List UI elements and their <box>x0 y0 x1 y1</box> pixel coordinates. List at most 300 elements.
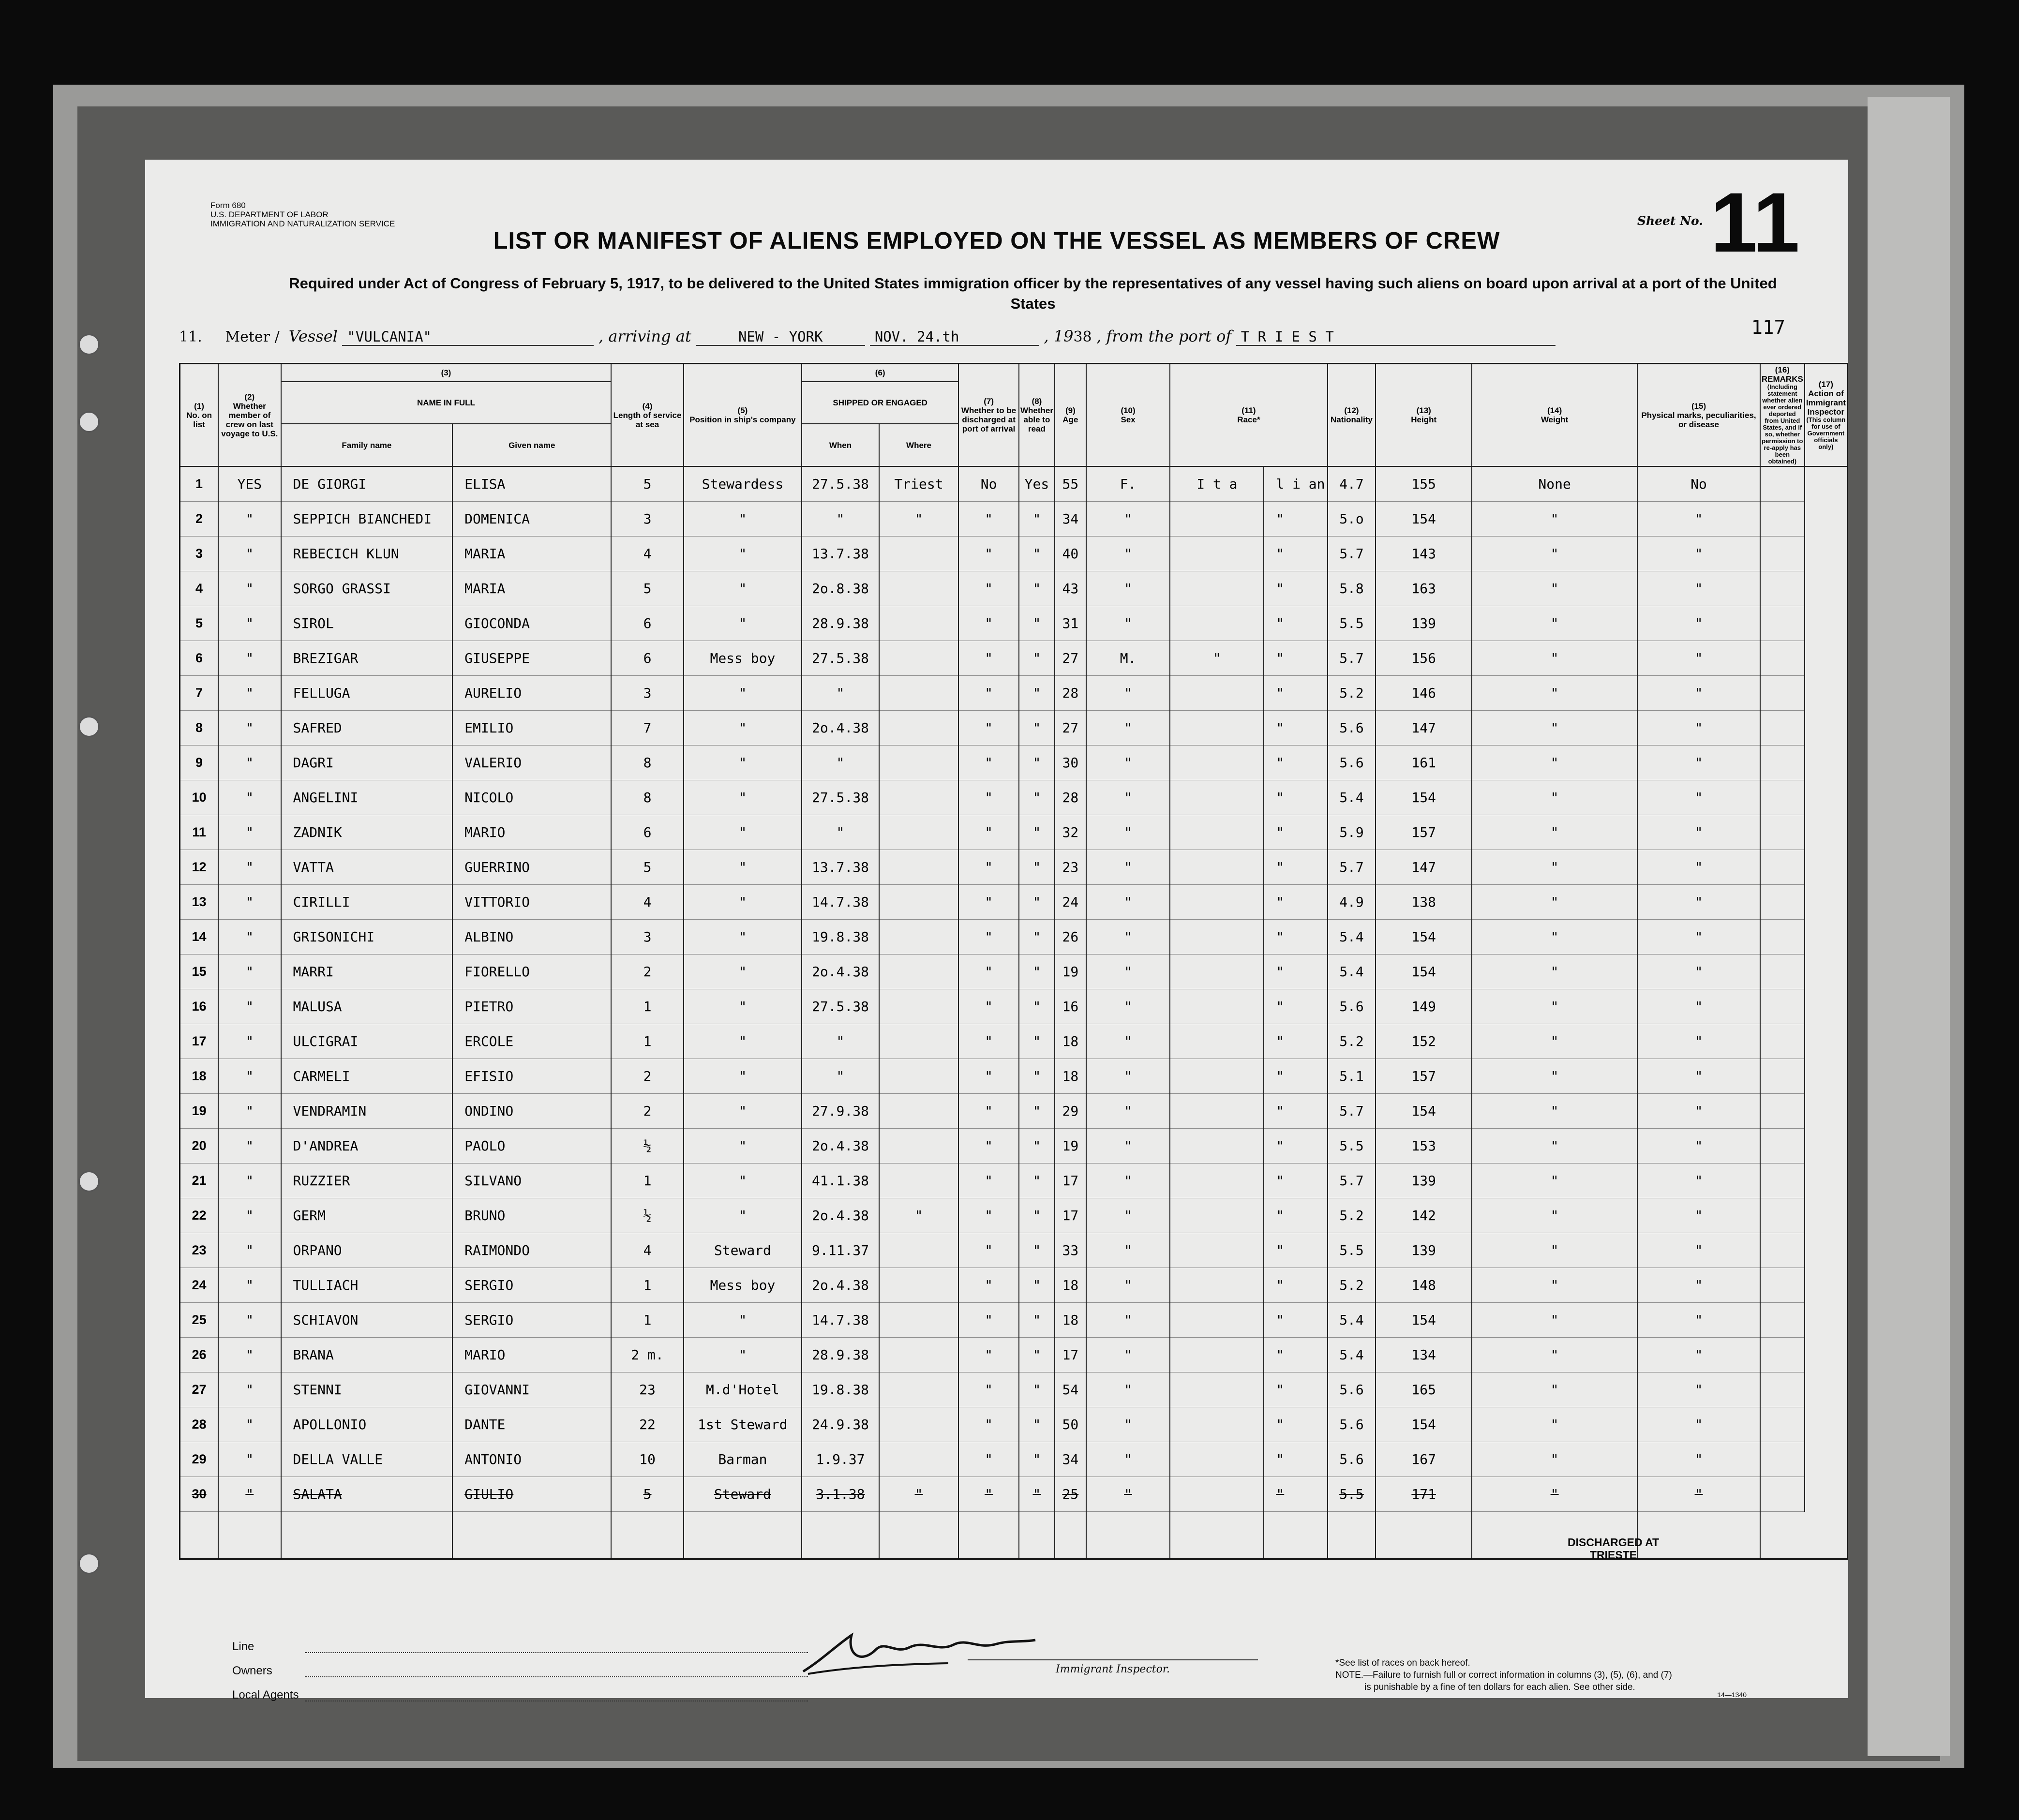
physical-marks-cell: " <box>1472 1407 1637 1442</box>
header-no: (1) No. on list <box>180 364 219 467</box>
shipped-when-cell: " <box>802 746 879 780</box>
header-name-in-full: NAME IN FULL <box>281 382 612 424</box>
sex-cell: " <box>1086 676 1170 711</box>
table-row <box>180 711 1848 746</box>
physical-marks-cell: " <box>1472 711 1637 746</box>
age-cell: 43 <box>1055 571 1086 606</box>
age-cell: 28 <box>1055 780 1086 815</box>
sex-cell: " <box>1086 1129 1170 1164</box>
nationality-cell: " <box>1264 711 1327 746</box>
age-cell: 26 <box>1055 920 1086 955</box>
discharged-cell: " <box>958 955 1019 989</box>
row-number: 1 <box>180 466 219 502</box>
height-cell: 5.1 <box>1328 1059 1376 1094</box>
remarks-cell: " <box>1637 780 1760 815</box>
last-voyage-cell: " <box>218 1164 281 1198</box>
given-name-cell: AURELIO <box>452 676 611 711</box>
physical-marks-cell: " <box>1472 1268 1637 1303</box>
row-number: 10 <box>180 780 219 815</box>
service-cell: 10 <box>611 1442 683 1477</box>
inspector-action-cell <box>1760 676 1805 711</box>
header-age: (9) Age <box>1055 364 1086 467</box>
nationality-cell: " <box>1264 815 1327 850</box>
discharged-cell: " <box>958 1164 1019 1198</box>
race-cell <box>1170 1198 1264 1233</box>
shipped-where-cell <box>879 1233 958 1268</box>
sex-cell: " <box>1086 850 1170 885</box>
table-row <box>180 1372 1848 1407</box>
height-cell: 5.4 <box>1328 920 1376 955</box>
inspector-action-cell <box>1760 1338 1805 1372</box>
discharged-cell: " <box>958 1372 1019 1407</box>
inspector-action-cell <box>1760 780 1805 815</box>
race-cell <box>1170 746 1264 780</box>
last-voyage-cell: " <box>218 1094 281 1129</box>
last-voyage-cell: " <box>218 1059 281 1094</box>
corner-number: 117 <box>1751 317 1785 339</box>
service-cell: 1 <box>611 1303 683 1338</box>
sex-cell: " <box>1086 1233 1170 1268</box>
table-row <box>180 1164 1848 1198</box>
table-row <box>180 746 1848 780</box>
shipped-where-cell <box>879 1442 958 1477</box>
race-cell <box>1170 989 1264 1024</box>
height-cell: 5.2 <box>1328 1024 1376 1059</box>
row-number: 14 <box>180 920 219 955</box>
header-position: (5) Position in ship's company <box>684 364 802 467</box>
discharged-cell: " <box>958 676 1019 711</box>
table-row <box>180 815 1848 850</box>
last-voyage-cell: " <box>218 850 281 885</box>
race-cell <box>1170 1233 1264 1268</box>
discharged-cell: " <box>958 780 1019 815</box>
family-name-cell: VATTA <box>281 850 453 885</box>
discharged-cell: " <box>958 1233 1019 1268</box>
physical-marks-cell: " <box>1472 815 1637 850</box>
shipped-when-cell: 2o.4.38 <box>802 711 879 746</box>
shipped-when-cell: " <box>802 815 879 850</box>
sex-cell: " <box>1086 606 1170 641</box>
age-cell: 23 <box>1055 850 1086 885</box>
race-cell <box>1170 1372 1264 1407</box>
discharged-cell: " <box>958 1129 1019 1164</box>
form-header-block <box>210 201 395 228</box>
local-agents-label: Local Agents <box>232 1688 299 1701</box>
remarks-cell: " <box>1637 1024 1760 1059</box>
given-name-cell: EMILIO <box>452 711 611 746</box>
discharged-cell: " <box>958 571 1019 606</box>
row-number: 23 <box>180 1233 219 1268</box>
last-voyage-cell: " <box>218 1268 281 1303</box>
remarks-cell: " <box>1637 1233 1760 1268</box>
shipped-where-cell <box>879 711 958 746</box>
inspector-action-cell <box>1760 1198 1805 1233</box>
shipped-where-cell <box>879 1372 958 1407</box>
service-cell: 5 <box>611 571 683 606</box>
age-cell: 24 <box>1055 885 1086 920</box>
shipped-where-cell: " <box>879 1477 958 1512</box>
shipped-when-cell: 2o.4.38 <box>802 1129 879 1164</box>
height-cell: 5.6 <box>1328 1407 1376 1442</box>
position-cell: 1st Steward <box>684 1407 802 1442</box>
discharged-cell: No <box>958 466 1019 502</box>
height-cell: 5.5 <box>1328 1129 1376 1164</box>
weight-cell: 154 <box>1376 780 1472 815</box>
service-cell: 5 <box>611 850 683 885</box>
sex-cell: " <box>1086 920 1170 955</box>
punch-hole <box>78 716 100 737</box>
last-voyage-cell: " <box>218 1477 281 1512</box>
shipped-where-cell <box>879 606 958 641</box>
position-cell: " <box>684 955 802 989</box>
weight-cell: 165 <box>1376 1372 1472 1407</box>
row-number: 8 <box>180 711 219 746</box>
race-cell <box>1170 1477 1264 1512</box>
row-number: 16 <box>180 989 219 1024</box>
weight-cell: 142 <box>1376 1198 1472 1233</box>
shipped-where-cell <box>879 885 958 920</box>
last-voyage-cell: " <box>218 676 281 711</box>
height-cell: 5.4 <box>1328 955 1376 989</box>
header-read: (8) Whether able to read <box>1019 364 1055 467</box>
inspector-action-cell <box>1760 989 1805 1024</box>
position-cell: " <box>684 780 802 815</box>
weight-cell: 171 <box>1376 1477 1472 1512</box>
nationality-cell: " <box>1264 571 1327 606</box>
height-cell: 5.7 <box>1328 641 1376 676</box>
sex-cell: " <box>1086 815 1170 850</box>
physical-marks-cell: " <box>1472 920 1637 955</box>
crew-manifest-table <box>179 363 1848 1560</box>
physical-marks-cell: None <box>1472 466 1637 502</box>
family-name-cell: CIRILLI <box>281 885 453 920</box>
shipped-where-cell <box>879 1024 958 1059</box>
read-cell: " <box>1019 1198 1055 1233</box>
position-cell: " <box>684 1129 802 1164</box>
given-name-cell: MARIO <box>452 815 611 850</box>
header-when: When <box>802 424 879 466</box>
shipped-when-cell: 1.9.37 <box>802 1442 879 1477</box>
read-cell: Yes <box>1019 466 1055 502</box>
header-shipped-num: (6) <box>802 364 958 382</box>
row-number: 2 <box>180 502 219 537</box>
inspector-action-cell <box>1760 1268 1805 1303</box>
inspector-action-cell <box>1760 1164 1805 1198</box>
last-voyage-cell: YES <box>218 466 281 502</box>
position-cell: " <box>684 1164 802 1198</box>
inspector-action-cell <box>1760 1372 1805 1407</box>
family-name-cell: STENNI <box>281 1372 453 1407</box>
weight-cell: 153 <box>1376 1129 1472 1164</box>
family-name-cell: BRANA <box>281 1338 453 1372</box>
row-number: 26 <box>180 1338 219 1372</box>
weight-cell: 163 <box>1376 571 1472 606</box>
discharged-cell: " <box>958 920 1019 955</box>
service-cell: 8 <box>611 746 683 780</box>
weight-cell: 148 <box>1376 1268 1472 1303</box>
service-cell: 2 <box>611 1059 683 1094</box>
height-cell: 5.8 <box>1328 571 1376 606</box>
family-name-cell: DE GIORGI <box>281 466 453 502</box>
service-cell: ½ <box>611 1198 683 1233</box>
row-number: 9 <box>180 746 219 780</box>
remarks-cell: " <box>1637 920 1760 955</box>
table-row <box>180 850 1848 885</box>
physical-marks-cell: " <box>1472 989 1637 1024</box>
last-voyage-cell: " <box>218 1024 281 1059</box>
age-cell: 18 <box>1055 1024 1086 1059</box>
row-number: 22 <box>180 1198 219 1233</box>
weight-cell: 161 <box>1376 746 1472 780</box>
family-name-cell: SCHIAVON <box>281 1303 453 1338</box>
service-cell: 2 <box>611 1094 683 1129</box>
nationality-cell: " <box>1264 1338 1327 1372</box>
read-cell: " <box>1019 1129 1055 1164</box>
punch-hole <box>78 1553 100 1574</box>
table-row <box>180 1094 1848 1129</box>
position-cell: " <box>684 711 802 746</box>
shipped-where-cell <box>879 780 958 815</box>
family-name-cell: MALUSA <box>281 989 453 1024</box>
row-number: 7 <box>180 676 219 711</box>
nationality-cell: " <box>1264 1407 1327 1442</box>
nationality-cell: " <box>1264 746 1327 780</box>
discharged-stamp: DISCHARGED AT TRIESTE <box>1568 1536 1660 1561</box>
physical-marks-cell: " <box>1472 641 1637 676</box>
weight-cell: 167 <box>1376 1442 1472 1477</box>
age-cell: 30 <box>1055 746 1086 780</box>
age-cell: 17 <box>1055 1164 1086 1198</box>
sex-cell: " <box>1086 1094 1170 1129</box>
height-cell: 5.5 <box>1328 1477 1376 1512</box>
height-cell: 5.9 <box>1328 815 1376 850</box>
shipped-when-cell: 13.7.38 <box>802 850 879 885</box>
read-cell: " <box>1019 850 1055 885</box>
read-cell: " <box>1019 1094 1055 1129</box>
race-cell <box>1170 850 1264 885</box>
weight-cell: 154 <box>1376 1407 1472 1442</box>
shipped-when-cell: " <box>802 502 879 537</box>
age-cell: 17 <box>1055 1198 1086 1233</box>
shipped-when-cell: 27.5.38 <box>802 989 879 1024</box>
page-subtitle: Required under Act of Congress of February 5, 1917, to be delivered to the United States immigration officer by the representatives of any vessel having such aliens on board upon arrival at a port of the United States <box>289 275 1777 312</box>
height-cell: 5.4 <box>1328 780 1376 815</box>
position-cell: Mess boy <box>684 1268 802 1303</box>
position-cell: " <box>684 537 802 571</box>
race-cell <box>1170 815 1264 850</box>
table-row <box>180 466 1848 502</box>
given-name-cell: MARIA <box>452 571 611 606</box>
weight-cell: 134 <box>1376 1338 1472 1372</box>
header-where: Where <box>879 424 958 466</box>
nationality-cell: " <box>1264 920 1327 955</box>
table-row <box>180 1129 1848 1164</box>
family-name-cell: SALATA <box>281 1477 453 1512</box>
inspector-action-cell <box>1760 850 1805 885</box>
from-port: T R I E S T <box>1236 328 1555 346</box>
inspector-action-cell <box>1760 1129 1805 1164</box>
remarks-cell: " <box>1637 1372 1760 1407</box>
service-cell: 6 <box>611 641 683 676</box>
header-action: (17) Action of Immigrant Inspector (This column for use of Government officials only) <box>1805 364 1848 467</box>
nationality-cell: " <box>1264 537 1327 571</box>
nationality-cell: " <box>1264 1442 1327 1477</box>
given-name-cell: DOMENICA <box>452 502 611 537</box>
sex-cell: M. <box>1086 641 1170 676</box>
physical-marks-cell: " <box>1472 676 1637 711</box>
remarks-cell: " <box>1637 641 1760 676</box>
physical-marks-cell: " <box>1472 1129 1637 1164</box>
remarks-cell: " <box>1637 502 1760 537</box>
shipped-where-cell: " <box>879 1198 958 1233</box>
inspector-action-cell <box>1760 571 1805 606</box>
family-name-cell: ULCIGRAI <box>281 1024 453 1059</box>
last-voyage-cell: " <box>218 1198 281 1233</box>
shipped-when-cell: 27.9.38 <box>802 1094 879 1129</box>
shipped-when-cell: 27.5.38 <box>802 780 879 815</box>
age-cell: 54 <box>1055 1372 1086 1407</box>
height-cell: 4.7 <box>1328 466 1376 502</box>
age-cell: 33 <box>1055 1233 1086 1268</box>
sex-cell: " <box>1086 780 1170 815</box>
weight-cell: 152 <box>1376 1024 1472 1059</box>
position-cell: " <box>684 815 802 850</box>
read-cell: " <box>1019 1164 1055 1198</box>
inspector-action-cell <box>1760 1407 1805 1442</box>
race-cell <box>1170 1442 1264 1477</box>
remarks-cell: " <box>1637 571 1760 606</box>
last-voyage-cell: " <box>218 1372 281 1407</box>
discharged-cell: " <box>958 1303 1019 1338</box>
shipped-when-cell: 24.9.38 <box>802 1407 879 1442</box>
read-cell: " <box>1019 1303 1055 1338</box>
nationality-cell: " <box>1264 1024 1327 1059</box>
shipped-where-cell <box>879 955 958 989</box>
remarks-cell: " <box>1637 885 1760 920</box>
header-last-voyage: (2) Whether member of crew on last voyage to U.S. <box>218 364 281 467</box>
discharged-cell: " <box>958 1338 1019 1372</box>
header-weight: (14) Weight <box>1472 364 1637 467</box>
sex-cell: " <box>1086 1372 1170 1407</box>
physical-marks-cell: " <box>1472 955 1637 989</box>
position-cell: " <box>684 1338 802 1372</box>
sex-cell: " <box>1086 571 1170 606</box>
family-name-cell: FELLUGA <box>281 676 453 711</box>
footnote <box>1335 1657 1672 1693</box>
family-name-cell: GERM <box>281 1198 453 1233</box>
given-name-cell: VALERIO <box>452 746 611 780</box>
age-cell: 29 <box>1055 1094 1086 1129</box>
read-cell: " <box>1019 1442 1055 1477</box>
given-name-cell: GIUSEPPE <box>452 641 611 676</box>
punch-hole <box>78 1171 100 1192</box>
sex-cell: " <box>1086 989 1170 1024</box>
service-name: IMMIGRATION AND NATURALIZATION SERVICE <box>210 219 395 228</box>
discharged-cell: " <box>958 1442 1019 1477</box>
shipped-when-cell: 2o.4.38 <box>802 1268 879 1303</box>
read-cell: " <box>1019 746 1055 780</box>
line-field <box>305 1652 808 1653</box>
remarks-cell: " <box>1637 1094 1760 1129</box>
race-cell <box>1170 1164 1264 1198</box>
service-cell: 2 m. <box>611 1338 683 1372</box>
sex-cell: " <box>1086 955 1170 989</box>
physical-marks-cell: " <box>1472 1059 1637 1094</box>
position-cell: " <box>684 920 802 955</box>
remarks-cell: No <box>1637 466 1760 502</box>
weight-cell: 147 <box>1376 711 1472 746</box>
last-voyage-cell: " <box>218 502 281 537</box>
read-cell: " <box>1019 1338 1055 1372</box>
inspector-action-cell <box>1760 815 1805 850</box>
shipped-where-cell <box>879 537 958 571</box>
line-label: Line <box>232 1640 254 1653</box>
race-cell <box>1170 1059 1264 1094</box>
inspector-action-cell <box>1760 537 1805 571</box>
nationality-cell: " <box>1264 641 1327 676</box>
family-name-cell: RUZZIER <box>281 1164 453 1198</box>
race-cell <box>1170 1129 1264 1164</box>
height-cell: 5.2 <box>1328 676 1376 711</box>
header-shipped-engaged: SHIPPED OR ENGAGED <box>802 382 958 424</box>
header-height: (13) Height <box>1376 364 1472 467</box>
family-name-cell: ANGELINI <box>281 780 453 815</box>
inspector-action-cell <box>1760 746 1805 780</box>
read-cell: " <box>1019 989 1055 1024</box>
weight-cell: 139 <box>1376 606 1472 641</box>
remarks-cell: " <box>1637 850 1760 885</box>
position-cell: Steward <box>684 1233 802 1268</box>
last-voyage-cell: " <box>218 746 281 780</box>
family-name-cell: ZADNIK <box>281 815 453 850</box>
height-cell: 5.7 <box>1328 537 1376 571</box>
last-voyage-cell: " <box>218 885 281 920</box>
height-cell: 5.6 <box>1328 746 1376 780</box>
table-row <box>180 606 1848 641</box>
weight-cell: 154 <box>1376 1303 1472 1338</box>
nationality-cell: " <box>1264 606 1327 641</box>
height-cell: 5.4 <box>1328 1303 1376 1338</box>
race-cell <box>1170 502 1264 537</box>
nationality-cell: " <box>1264 850 1327 885</box>
given-name-cell: PIETRO <box>452 989 611 1024</box>
position-cell: M.d'Hotel <box>684 1372 802 1407</box>
sex-cell: " <box>1086 746 1170 780</box>
service-cell: 8 <box>611 780 683 815</box>
sex-cell: " <box>1086 1442 1170 1477</box>
remarks-cell: " <box>1637 606 1760 641</box>
race-cell <box>1170 1094 1264 1129</box>
position-cell: Barman <box>684 1442 802 1477</box>
physical-marks-cell: " <box>1472 1477 1637 1512</box>
position-cell: " <box>684 676 802 711</box>
nationality-cell: " <box>1264 780 1327 815</box>
discharged-cell: " <box>958 1024 1019 1059</box>
sex-cell: " <box>1086 537 1170 571</box>
given-name-cell: RAIMONDO <box>452 1233 611 1268</box>
position-cell: Stewardess <box>684 466 802 502</box>
shipped-when-cell: 41.1.38 <box>802 1164 879 1198</box>
row-number: 13 <box>180 885 219 920</box>
shipped-where-cell <box>879 920 958 955</box>
age-cell: 50 <box>1055 1407 1086 1442</box>
shipped-when-cell: 9.11.37 <box>802 1233 879 1268</box>
service-cell: 6 <box>611 606 683 641</box>
read-cell: " <box>1019 606 1055 641</box>
remarks-cell: " <box>1637 955 1760 989</box>
sex-cell: " <box>1086 1059 1170 1094</box>
table-header <box>180 364 1848 467</box>
